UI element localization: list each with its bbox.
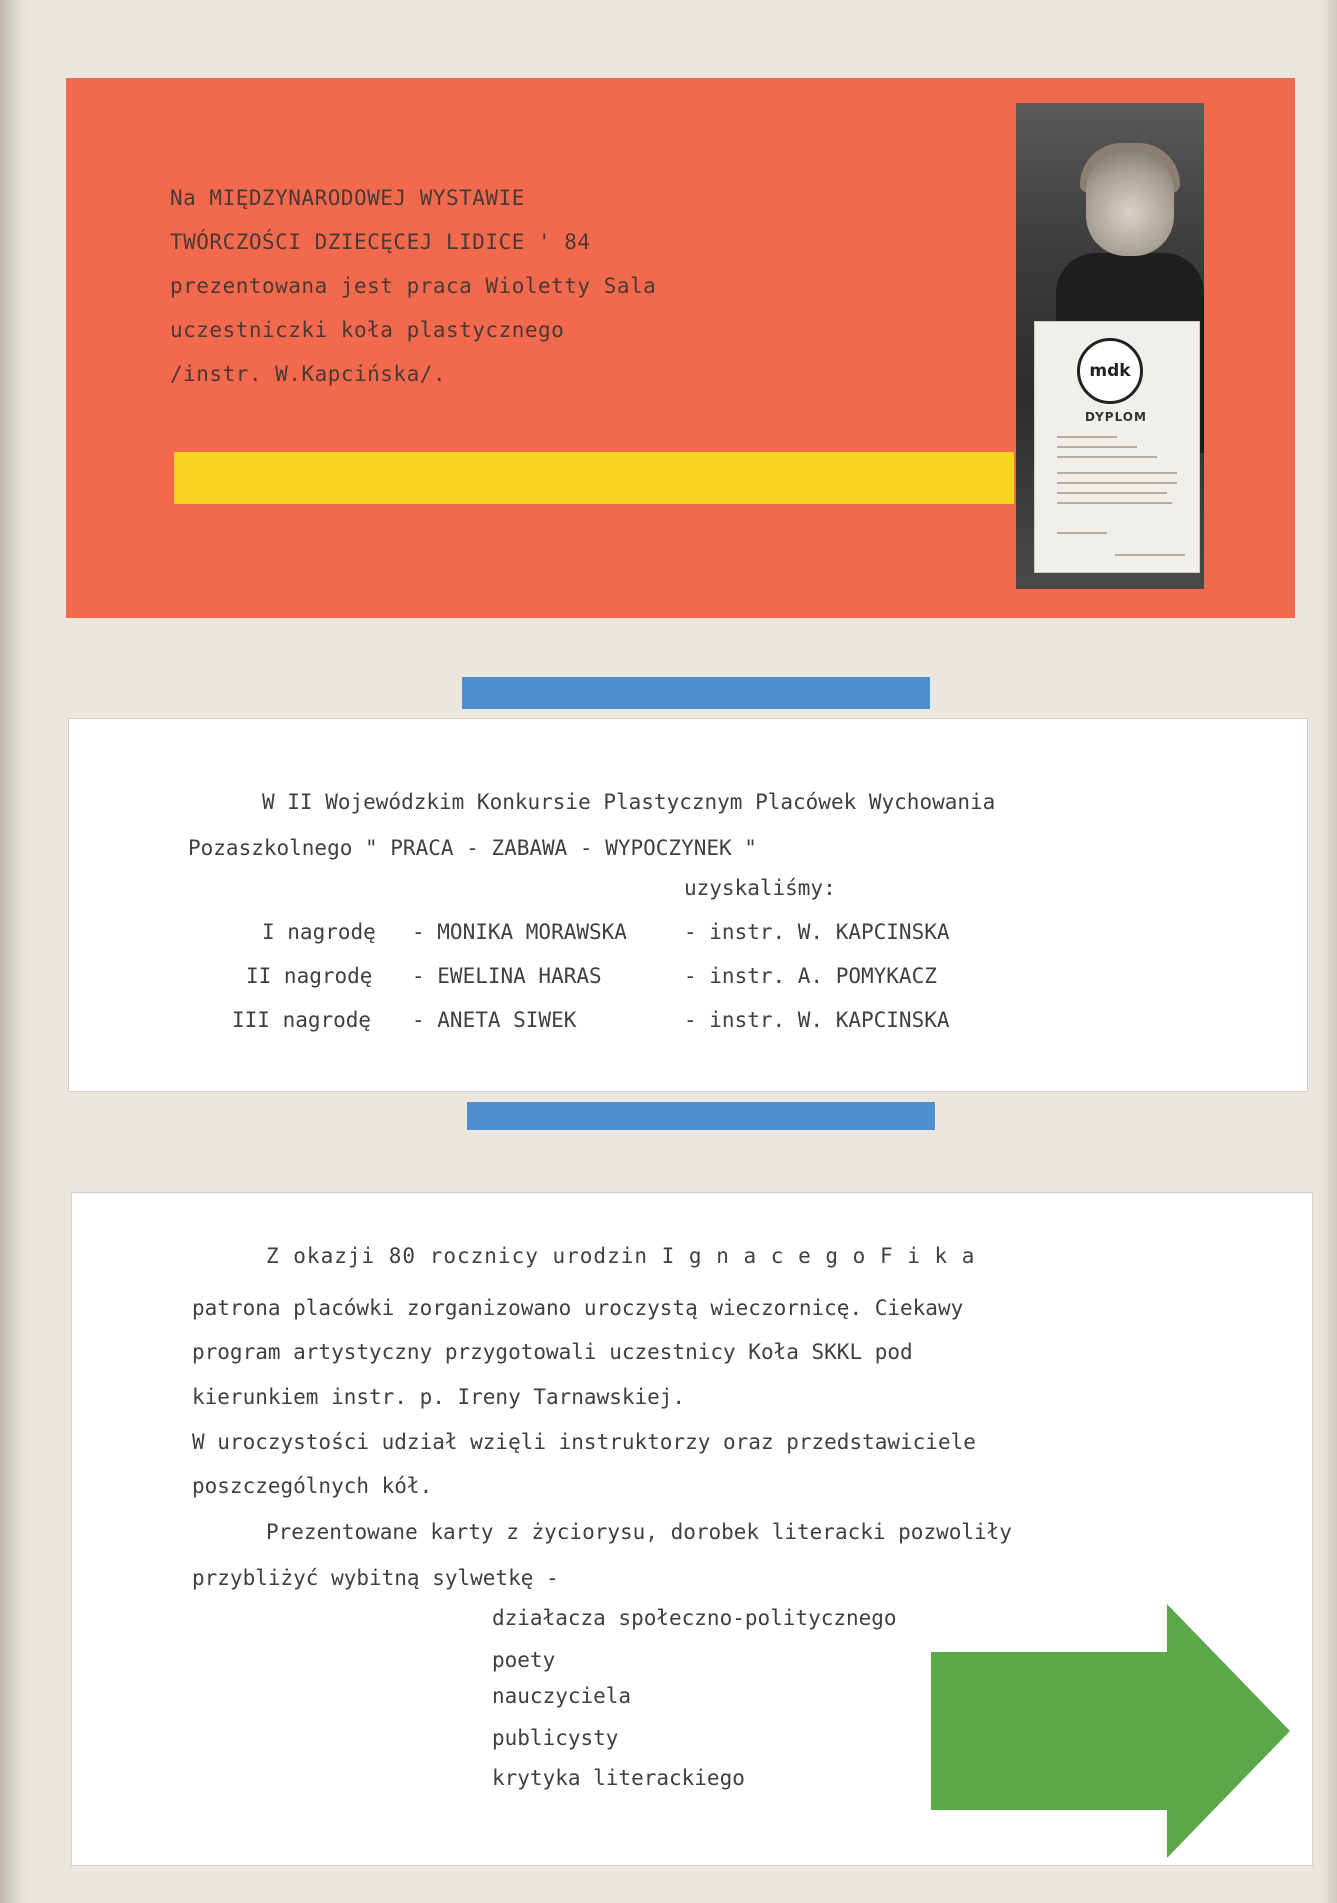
role-item: krytyka literackiego [492,1766,745,1790]
diploma-text-line [1057,436,1117,438]
page-edge-shadow [1321,0,1337,1903]
contest-intro-line: Pozaszkolnego " PRACA - ZABAWA - WYPOCZYNEK " [188,836,757,860]
diploma-text-line [1057,482,1177,484]
contest-results-card [68,718,1308,1092]
diploma-text-line [1057,492,1167,494]
anniversary-paragraph-line: patrona placówki zorganizowano uroczystą wieczornicę. Ciekawy [192,1296,964,1320]
yellow-decorative-strip [174,452,1014,504]
child-with-diploma-photo [1016,103,1204,589]
contest-intro-line: uzyskaliśmy: [684,876,836,900]
prize-instructor: - instr. W. KAPCINSKA [684,920,950,944]
mdk-logo: mdk [1077,338,1143,404]
lidice-exhibition-notice [170,176,770,396]
diploma-text-line [1057,456,1157,458]
anniversary-paragraph-line: W uroczystości udział wzięli instruktorzy oraz przedstawiciele [192,1430,976,1454]
diploma-text-line [1057,472,1177,474]
notice-line: TWÓRCZOŚCI DZIECĘCEJ LIDICE ' 84 [170,230,591,254]
prize-instructor: - instr. A. POMYKACZ [684,964,937,988]
prize-place: II nagrodę [246,964,373,988]
diploma-signature-line [1115,554,1185,556]
contest-intro-line: W II Wojewódzkim Konkursie Plastycznym Placówek Wychowania [262,790,996,814]
blue-decorative-strip [462,677,930,709]
notice-line: Na MIĘDZYNARODOWEJ WYSTAWIE [170,186,525,210]
diploma-text-line [1057,446,1137,448]
notice-line: prezentowana jest praca Wioletty Sala [170,274,657,298]
role-item: nauczyciela [492,1684,632,1708]
prize-place: I nagrodę [262,920,376,944]
diploma-document [1034,321,1200,573]
notice-line: uczestniczki koła plastycznego [170,318,565,342]
role-item: poety [492,1648,556,1672]
diploma-text-line [1057,502,1172,504]
prize-instructor: - instr. W. KAPCINSKA [684,1008,950,1032]
diploma-title: DYPLOM [1085,410,1147,424]
anniversary-heading: Z okazji 80 rocznicy urodzin I g n a c e g o F i k a [266,1244,976,1268]
green-arrow-icon [931,1604,1291,1858]
diploma-signature-line [1057,532,1107,534]
prize-winner: - MONIKA MORAWSKA [412,920,627,944]
anniversary-closing-line: Prezentowane karty z życiorysu, dorobek literacki pozwoliły [266,1520,1012,1544]
photo-figure-face [1086,148,1174,256]
anniversary-closing-line: przybliżyć wybitną sylwetkę - [192,1566,559,1590]
anniversary-paragraph-line: program artystyczny przygotowali uczestnicy Koła SKKL pod [192,1340,913,1364]
blue-decorative-strip [467,1102,935,1130]
prize-winner: - EWELINA HARAS [412,964,602,988]
prize-place: III nagrodę [232,1008,372,1032]
page-binding-shadow [0,0,30,1903]
role-item: publicysty [492,1726,619,1750]
role-item: działacza społeczno-politycznego [492,1606,897,1630]
prize-winner: - ANETA SIWEK [412,1008,577,1032]
notice-line: /instr. W.Kapcińska/. [170,362,447,386]
anniversary-paragraph-line: kierunkiem instr. p. Ireny Tarnawskiej. [192,1385,686,1409]
anniversary-paragraph-line: poszczególnych kół. [192,1474,433,1498]
